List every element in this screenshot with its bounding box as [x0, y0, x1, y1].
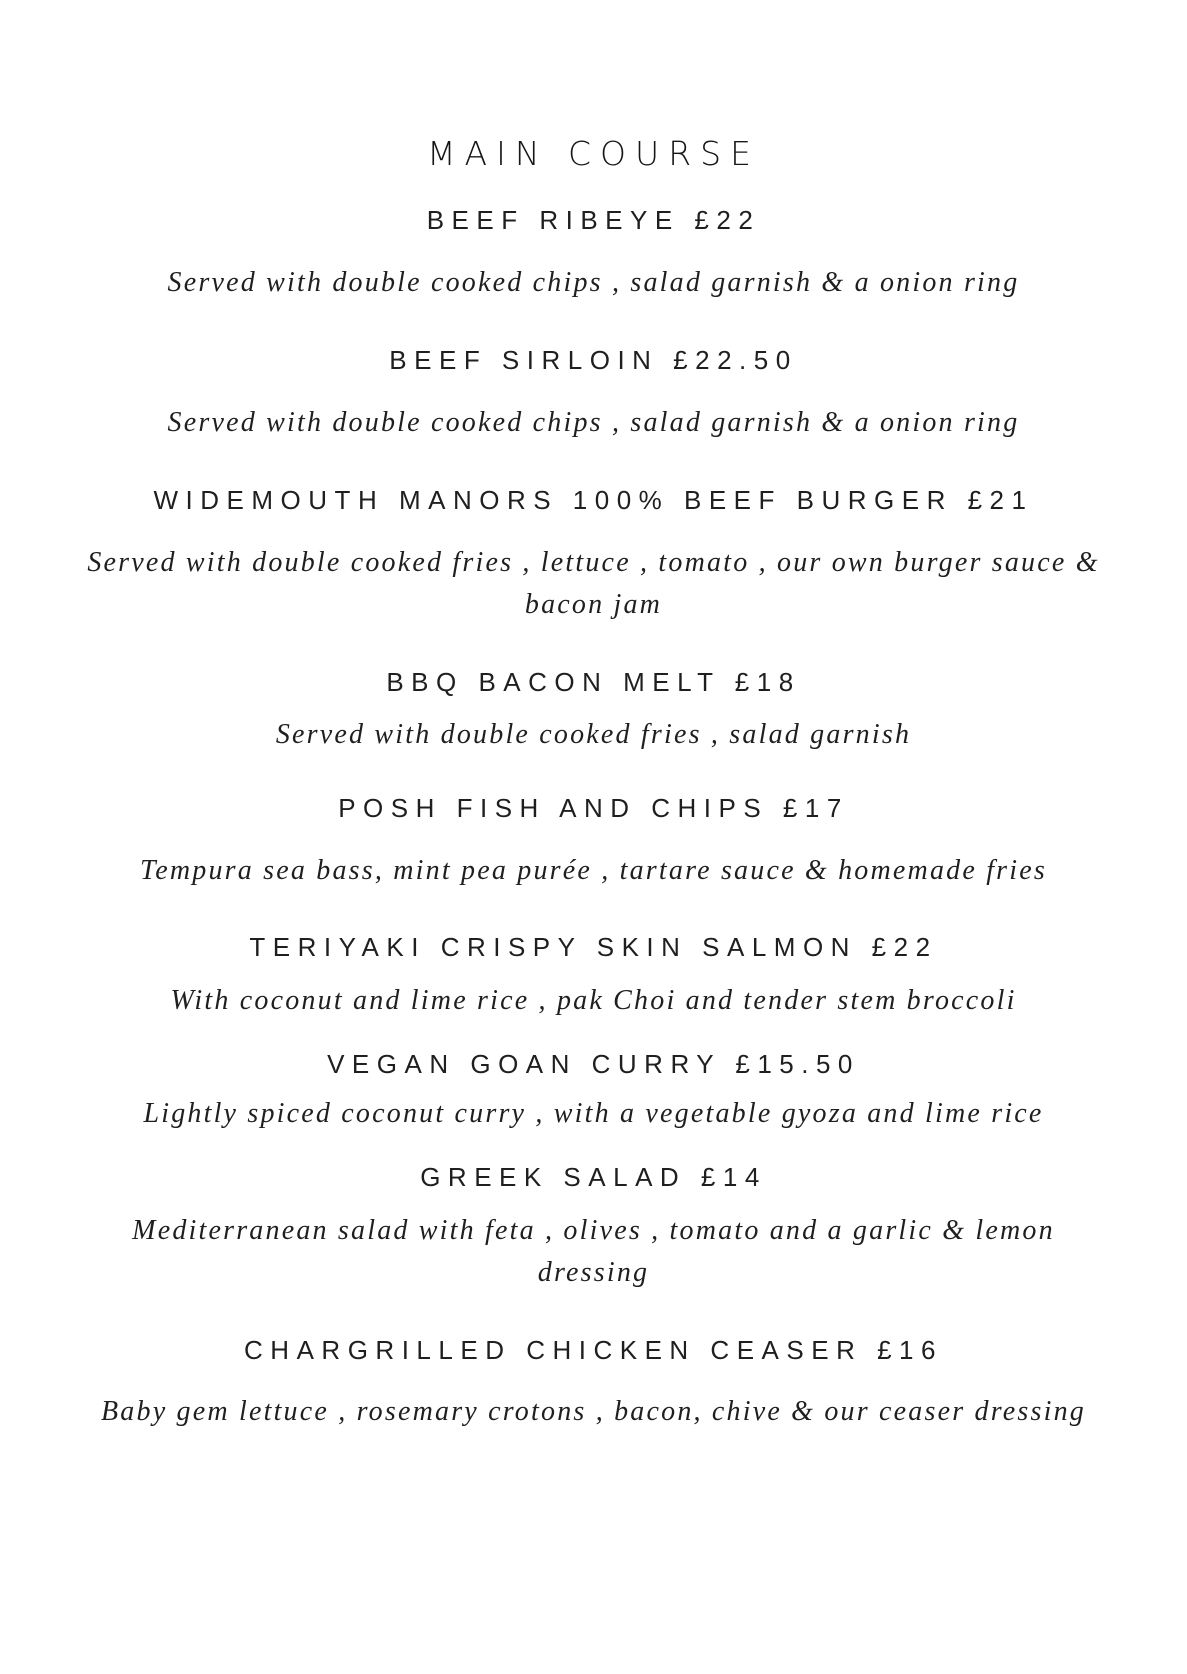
dish-description-chargrilled-chicken-ceaser: Baby gem lettuce , rosemary crotons , bacon, chive & our ceaser dressing: [101, 1396, 1086, 1427]
dish-name-teriyaki-salmon: TERIYAKI CRISPY SKIN SALMON £22: [249, 932, 938, 962]
dish-name-vegan-goan-curry: VEGAN GOAN CURRY £15.50: [327, 1049, 860, 1079]
dish-description-beef-sirloin: Served with double cooked chips , salad garnish & a onion ring: [167, 407, 1020, 438]
dish-description-teriyaki-salmon: With coconut and lime rice , pak Choi and tender stem broccoli: [170, 985, 1017, 1016]
dish-description-posh-fish-and-chips: Tempura sea bass, mint pea purée , tartare sauce & homemade fries: [140, 855, 1047, 886]
dish-description-vegan-goan-curry: Lightly spiced coconut curry , with a vegetable gyoza and lime rice: [143, 1098, 1044, 1129]
dish-name-chargrilled-chicken-ceaser: CHARGRILLED CHICKEN CEASER £16: [244, 1335, 943, 1365]
dish-description-beef-ribeye: Served with double cooked chips , salad garnish & a onion ring: [167, 267, 1020, 298]
dish-name-bbq-bacon-melt: BBQ BACON MELT £18: [386, 667, 801, 697]
dish-description-greek-salad-line-1: Mediterranean salad with feta , olives , tomato and a garlic & lemon: [132, 1215, 1055, 1246]
dish-description-bbq-bacon-melt: Served with double cooked fries , salad garnish: [275, 719, 912, 750]
dish-description-beef-burger-line-2: bacon jam: [524, 589, 663, 620]
dish-name-beef-ribeye: BEEF RIBEYE £22: [426, 205, 761, 235]
dish-name-beef-burger: WIDEMOUTH MANORS 100% BEEF BURGER £21: [153, 485, 1034, 515]
menu-title: MAIN COURSE: [427, 134, 760, 173]
dish-name-greek-salad: GREEK SALAD £14: [420, 1162, 767, 1192]
dish-name-posh-fish-and-chips: POSH FISH AND CHIPS £17: [338, 793, 849, 823]
dish-description-beef-burger-line-1: Served with double cooked fries , lettuce , tomato , our own burger sauce &: [87, 547, 1100, 578]
dish-name-beef-sirloin: BEEF SIRLOIN £22.50: [389, 345, 798, 375]
dish-description-greek-salad-line-2: dressing: [537, 1257, 650, 1288]
